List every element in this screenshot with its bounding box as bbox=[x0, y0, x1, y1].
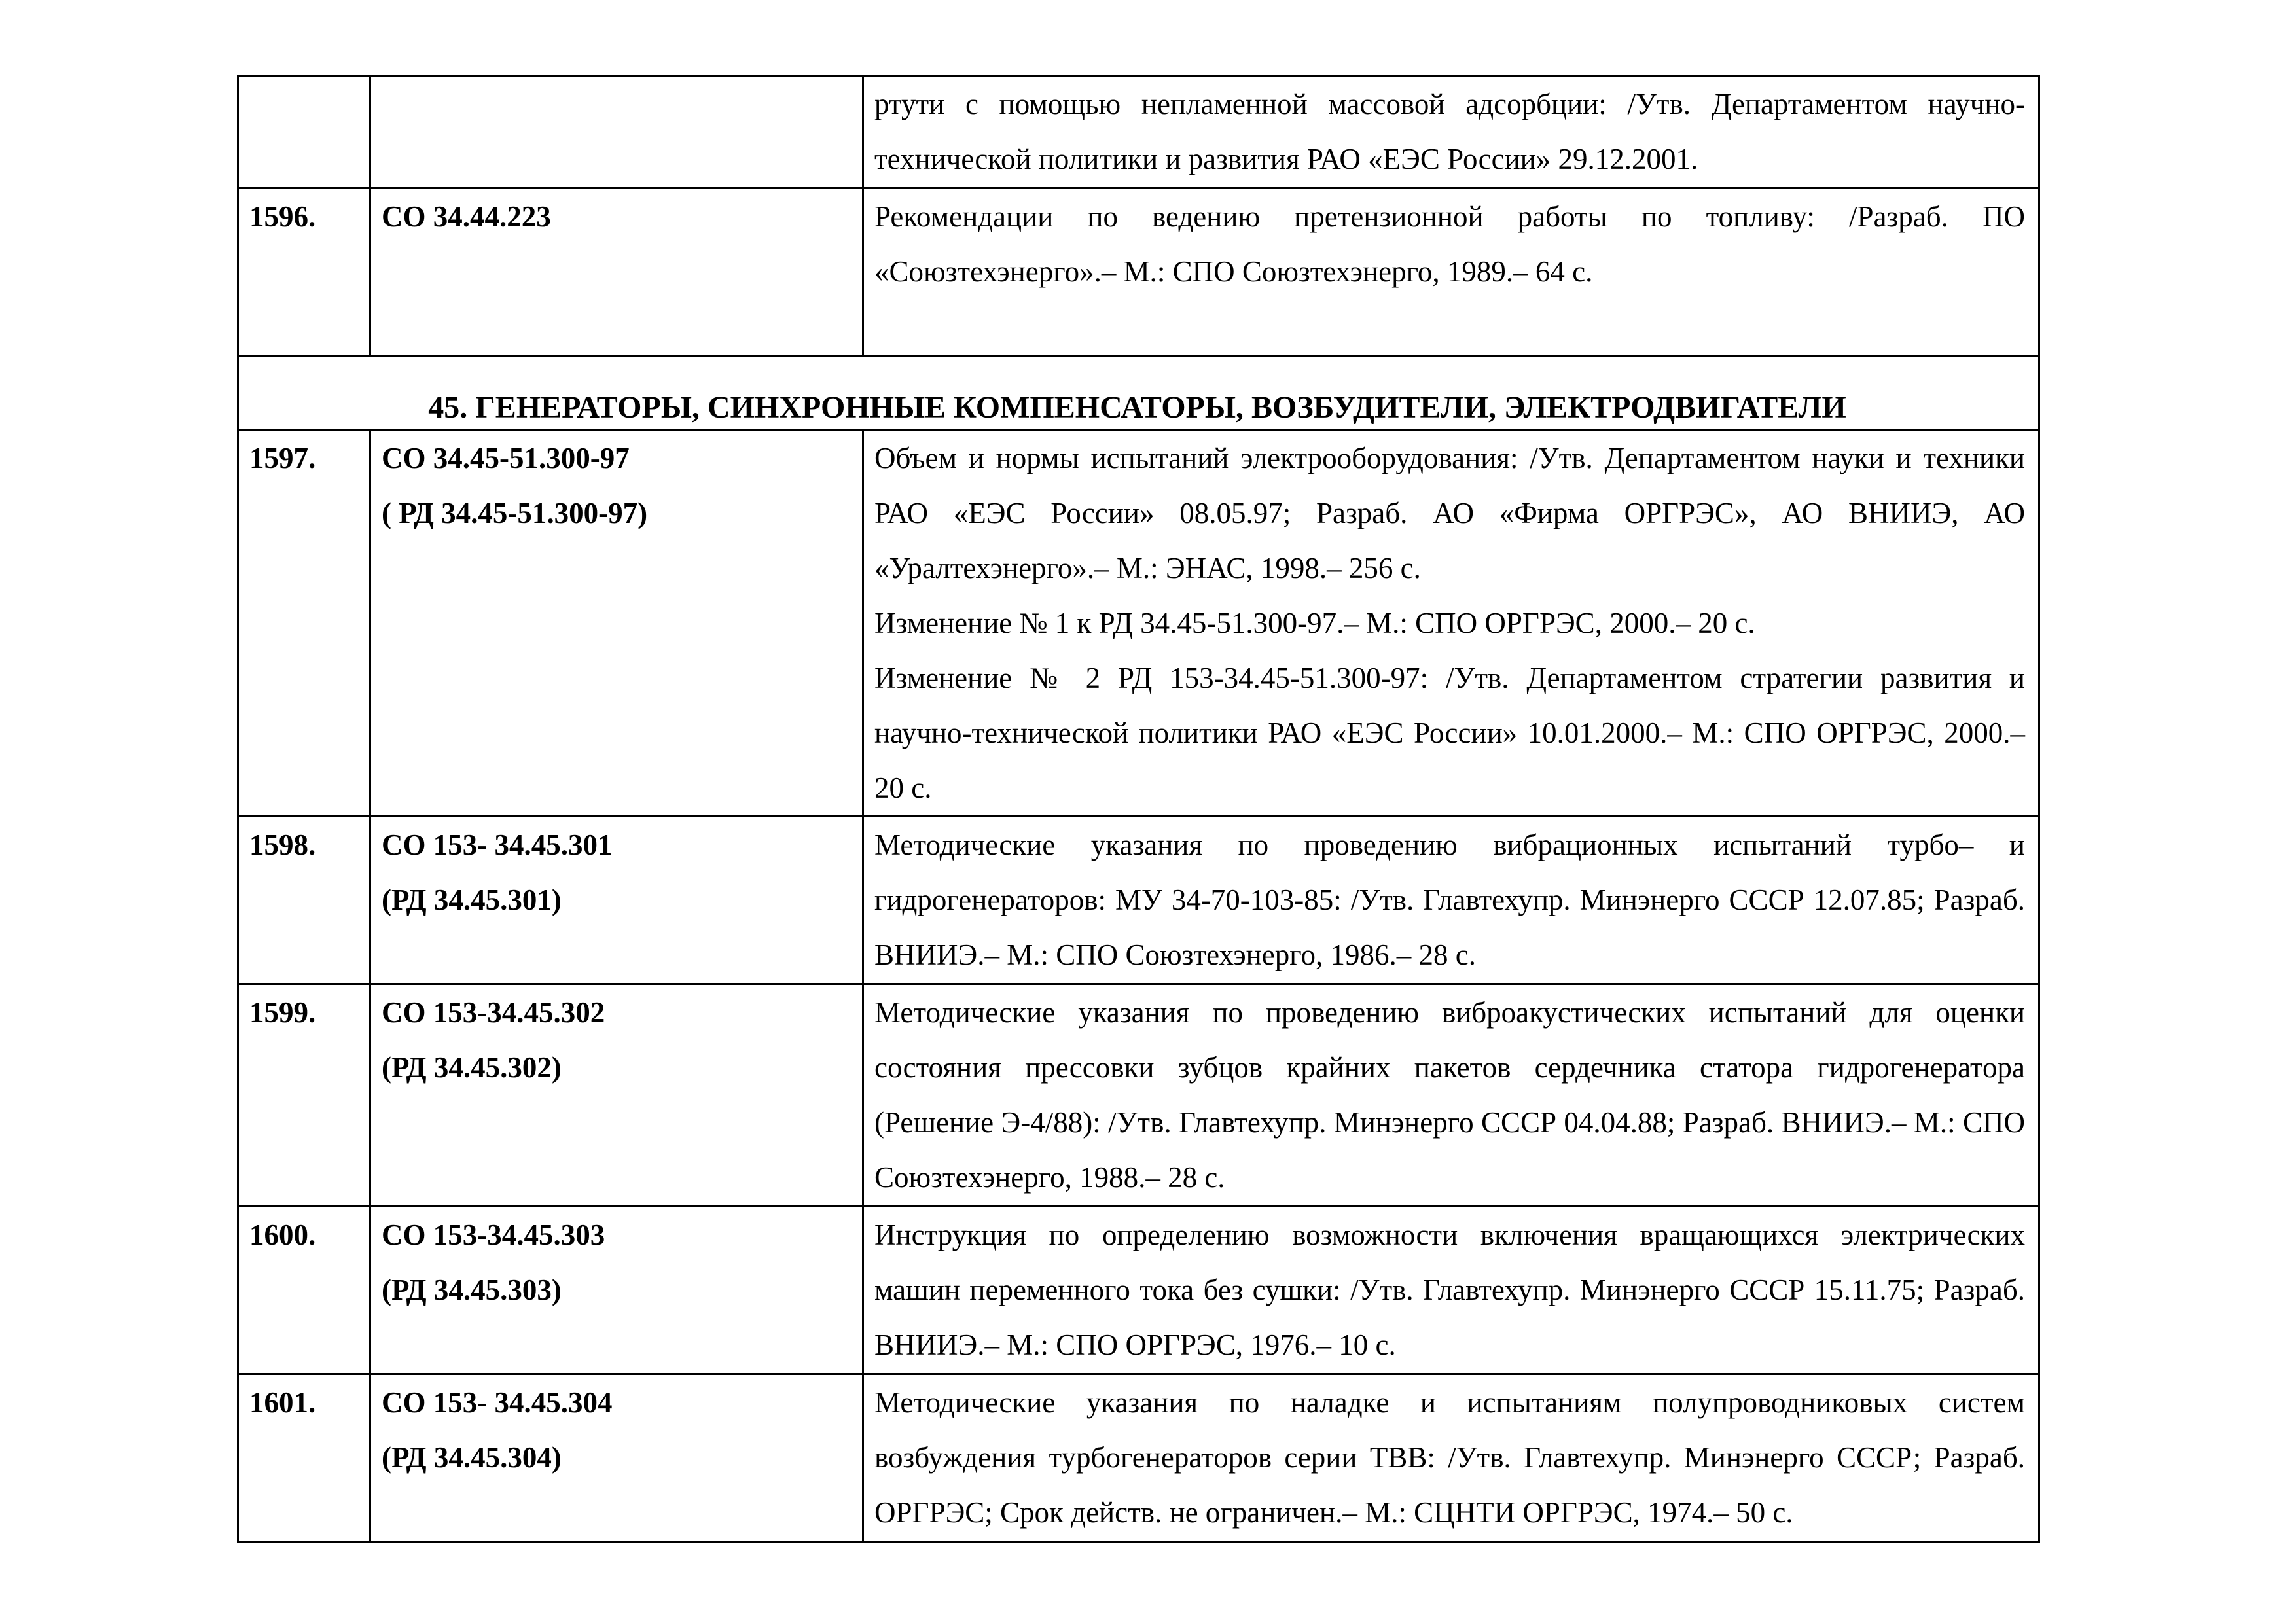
row-number: 1600. bbox=[238, 1207, 370, 1374]
row-number: 1599. bbox=[238, 984, 370, 1207]
table-row bbox=[238, 188, 2039, 356]
document-page bbox=[237, 75, 2038, 1543]
code-line: СО 153-34.45.302 bbox=[382, 996, 605, 1029]
row-number: 1601. bbox=[238, 1374, 370, 1542]
table-row bbox=[238, 76, 2039, 188]
code-line-alt: (РД 34.45.303) bbox=[382, 1274, 562, 1306]
description-paragraph: Методические указания по проведению виброакустических испытаний для оценки состояния прессовки зубцов крайних пакетов сердечника статора гидрогенератора (Решение Э-4/88): /Утв. Главтехупр. Минэнерго СССР 04.04.88; Разраб. ВНИИЭ.– М.: СПО Союзтехэнерго, 1988.– 28 с. bbox=[874, 996, 2025, 1194]
row-number bbox=[238, 76, 370, 188]
row-code bbox=[370, 1207, 863, 1374]
description-paragraph: Изменение № 1 к РД 34.45-51.300-97.– М.: СПО ОРГРЭС, 2000.– 20 с. bbox=[874, 607, 1755, 639]
description-paragraph: Методические указания по проведению вибрационных испытаний турбо– и гидрогенераторов: МУ 34-70-103-85: /Утв. Главтехупр. Минэнерго СССР 12.07.85; Разраб. ВНИИЭ.– М.: СПО Союзтехэнерго, 1986.– 28 с. bbox=[874, 829, 2025, 971]
row-number: 1598. bbox=[238, 817, 370, 984]
code-line: СО 153- 34.45.304 bbox=[382, 1386, 613, 1419]
row-code bbox=[370, 817, 863, 984]
row-description bbox=[863, 188, 2039, 356]
table-row bbox=[238, 1207, 2039, 1374]
code-line: СО 34.45-51.300-97 bbox=[382, 442, 630, 474]
row-code bbox=[370, 984, 863, 1207]
row-description bbox=[863, 76, 2039, 188]
code-line-alt: ( РД 34.45-51.300-97) bbox=[382, 497, 648, 529]
row-number: 1596. bbox=[238, 188, 370, 356]
table-row bbox=[238, 1374, 2039, 1542]
row-description bbox=[863, 1207, 2039, 1374]
code-line: СО 153-34.45.303 bbox=[382, 1219, 605, 1251]
row-code bbox=[370, 76, 863, 188]
description-paragraph: ртути с помощью непламенной массовой адсорбции: /Утв. Департаментом научно-технической политики и развития РАО «ЕЭС России» 29.12.2001. bbox=[874, 88, 2025, 175]
row-code bbox=[370, 430, 863, 817]
section-heading: 45. ГЕНЕРАТОРЫ, СИНХРОННЫЕ КОМПЕНСАТОРЫ, ВОЗБУДИТЕЛИ, ЭЛЕКТРОДВИГАТЕЛИ bbox=[238, 356, 2039, 430]
code-line: СО 153- 34.45.301 bbox=[382, 829, 613, 861]
row-description bbox=[863, 1374, 2039, 1542]
standards-table bbox=[237, 75, 2040, 1543]
description-paragraph: Рекомендации по ведению претензионной работы по топливу: /Разраб. ПО «Союзтехэнерго».– М.: СПО Союзтехэнерго, 1989.– 64 с. bbox=[874, 200, 2025, 288]
description-paragraph: Инструкция по определению возможности включения вращающихся электрических машин переменного тока без сушки: /Утв. Главтехупр. Минэнерго СССР 15.11.75; Разраб. ВНИИЭ.– М.: СПО ОРГРЭС, 1976.– 10 с. bbox=[874, 1219, 2025, 1361]
code-line-alt: (РД 34.45.302) bbox=[382, 1051, 562, 1084]
table-row bbox=[238, 984, 2039, 1207]
section-row bbox=[238, 356, 2039, 430]
row-description bbox=[863, 817, 2039, 984]
table-row bbox=[238, 817, 2039, 984]
row-code bbox=[370, 188, 863, 356]
description-paragraph: Методические указания по наладке и испытаниям полупроводниковых систем возбуждения турбогенераторов серии ТВВ: /Утв. Главтехупр. Минэнерго СССР; Разраб. ОРГРЭС; Срок действ. не ограничен.– М.: СЦНТИ ОРГРЭС, 1974.– 50 с. bbox=[874, 1386, 2025, 1529]
row-description bbox=[863, 984, 2039, 1207]
code-line: СО 34.44.223 bbox=[382, 200, 551, 233]
row-number: 1597. bbox=[238, 430, 370, 817]
description-paragraph: Изменение № 2 РД 153-34.45-51.300-97: /Утв. Департаментом стратегии развития и научно-технической политики РАО «ЕЭС России» 10.01.2000.– М.: СПО ОРГРЭС, 2000.– 20 с. bbox=[874, 662, 2025, 804]
row-description bbox=[863, 430, 2039, 817]
table-row bbox=[238, 430, 2039, 817]
row-code bbox=[370, 1374, 863, 1542]
code-line-alt: (РД 34.45.304) bbox=[382, 1441, 562, 1474]
description-paragraph: Объем и нормы испытаний электрооборудования: /Утв. Департаментом науки и техники РАО «ЕЭС России» 08.05.97; Разраб. АО «Фирма ОРГРЭС», АО ВНИИЭ, АО «Уралтехэнерго».– М.: ЭНАС, 1998.– 256 с. bbox=[874, 442, 2025, 584]
code-line-alt: (РД 34.45.301) bbox=[382, 883, 562, 916]
